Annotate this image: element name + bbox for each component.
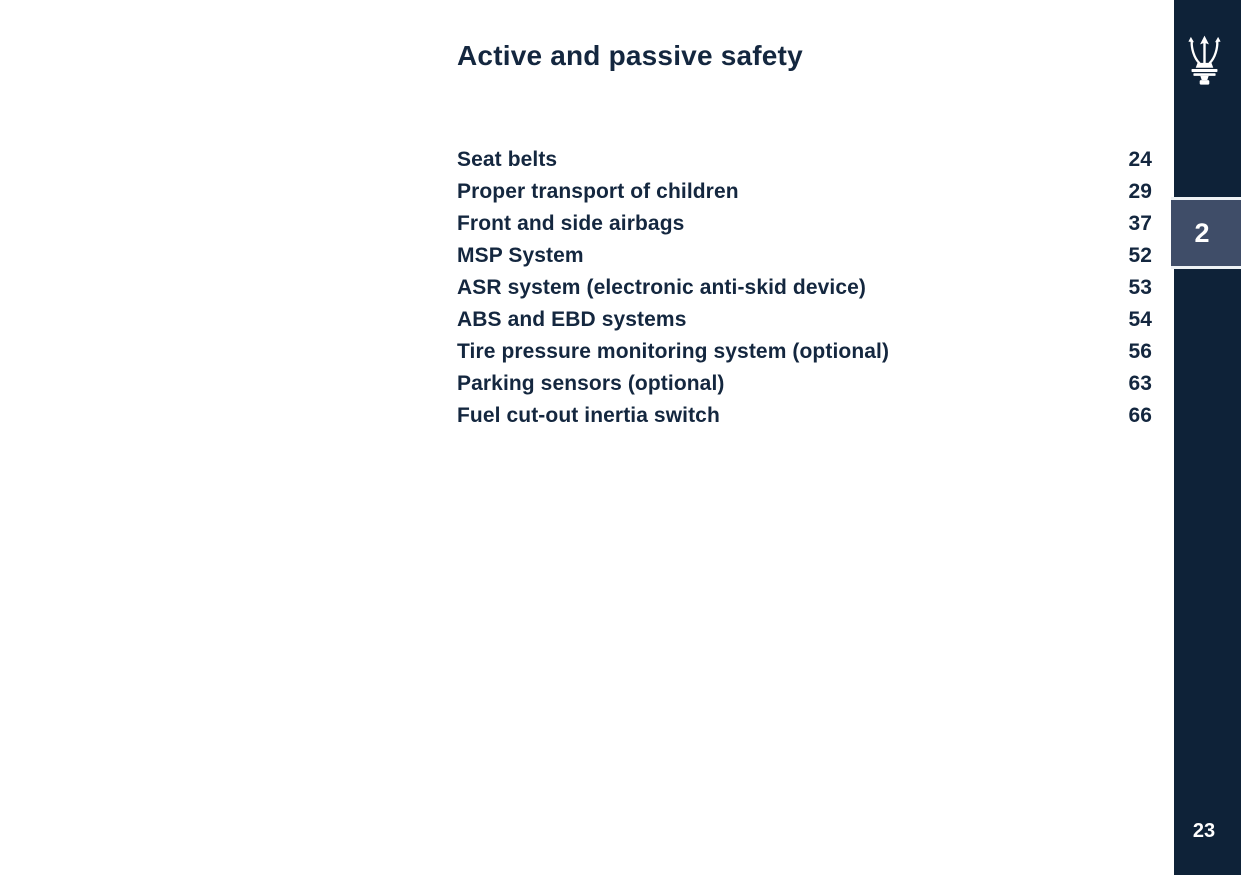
toc-row bbox=[457, 240, 1152, 272]
maserati-trident-icon bbox=[1174, 35, 1234, 94]
toc-row bbox=[457, 176, 1152, 208]
toc-item-page-number: 24 bbox=[1128, 148, 1152, 171]
chapter-tab bbox=[1171, 197, 1241, 269]
toc-item-page-number: 53 bbox=[1128, 276, 1152, 299]
toc-item-label: Proper transport of children bbox=[457, 180, 739, 203]
toc-item-label: Front and side airbags bbox=[457, 212, 685, 235]
toc-list bbox=[457, 144, 1152, 432]
toc-row bbox=[457, 304, 1152, 336]
toc-row bbox=[457, 368, 1152, 400]
toc-item-label: Tire pressure monitoring system (optional) bbox=[457, 340, 890, 363]
toc-row bbox=[457, 400, 1152, 432]
toc-item-label: Fuel cut-out inertia switch bbox=[457, 404, 720, 427]
toc-row bbox=[457, 336, 1152, 368]
chapter-sidebar bbox=[1174, 0, 1241, 875]
toc-item-page-number: 37 bbox=[1128, 212, 1152, 235]
toc-item-page-number: 52 bbox=[1128, 244, 1152, 267]
toc-item-label: ABS and EBD systems bbox=[457, 308, 687, 331]
toc-item-page-number: 56 bbox=[1128, 340, 1152, 363]
chapter-number: 2 bbox=[1194, 218, 1210, 248]
toc-item-page-number: 54 bbox=[1128, 308, 1152, 331]
toc-row bbox=[457, 272, 1152, 304]
toc-row bbox=[457, 208, 1152, 240]
toc-item-label: MSP System bbox=[457, 244, 584, 267]
toc-item-label: Seat belts bbox=[457, 148, 558, 171]
toc-item-label: ASR system (electronic anti-skid device) bbox=[457, 276, 866, 299]
toc-item-page-number: 63 bbox=[1128, 372, 1152, 395]
toc-item-page-number: 29 bbox=[1128, 180, 1152, 203]
toc-row bbox=[457, 144, 1152, 176]
page-number: 23 bbox=[1192, 820, 1216, 842]
toc-item-page-number: 66 bbox=[1128, 404, 1152, 427]
toc-item-label: Parking sensors (optional) bbox=[457, 372, 725, 395]
page-title: Active and passive safety bbox=[457, 40, 803, 71]
